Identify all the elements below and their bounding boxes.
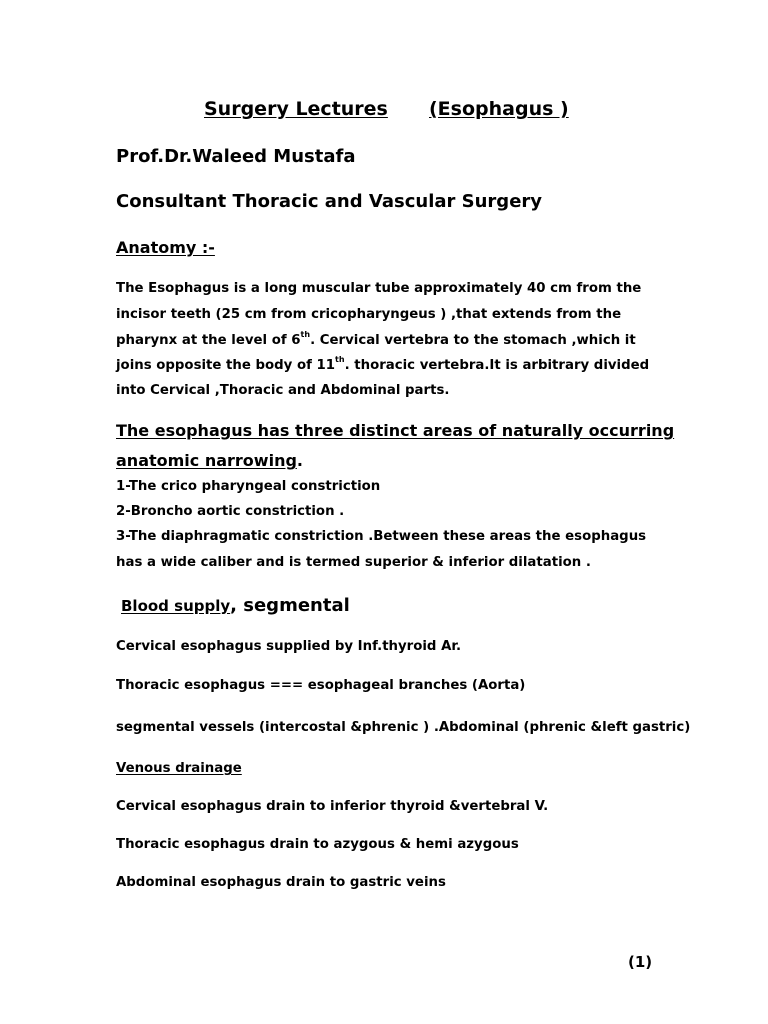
author-name: Prof.Dr.Waleed Mustafa [116, 146, 356, 167]
anatomy-line-5: into Cervical ,Thoracic and Abdominal parts. [116, 383, 450, 398]
narrowing-item-1: 1-The crico pharyngeal constriction [116, 479, 381, 494]
venous-line-2: Thoracic esophagus drain to azygous & hemi azygous [116, 837, 519, 852]
anatomy-line-2: incisor teeth (25 cm from cricopharyngeus ) ,that extends from the [116, 307, 622, 322]
venous-heading: Venous drainage [116, 761, 242, 776]
anatomy-line-4: joins opposite the body of 11th. thoracic vertebra.It is arbitrary divided [116, 355, 650, 373]
blood-supply-line-1: Cervical esophagus supplied by Inf.thyroid Ar. [116, 639, 462, 654]
narrowing-item-3: 3-The diaphragmatic constriction .Between these areas the esophagus [116, 529, 647, 544]
venous-line-1: Cervical esophagus drain to inferior thyroid &vertebral V. [116, 799, 549, 814]
blood-supply-line-3: segmental vessels (intercostal &phrenic ) .Abdominal (phrenic &left gastric) [116, 720, 691, 735]
narrowing-item-4: has a wide caliber and is termed superior & inferior dilatation . [116, 555, 591, 570]
page-number: (1) [628, 953, 653, 971]
narrowing-item-2: 2-Broncho aortic constriction . [116, 504, 345, 519]
anatomy-heading: Anatomy :- [116, 238, 215, 257]
venous-line-3: Abdominal esophagus drain to gastric veins [116, 875, 446, 890]
narrowing-heading-line-1: The esophagus has three distinct areas of naturally occurring [116, 421, 675, 440]
anatomy-line-3: pharynx at the level of 6th. Cervical vertebra to the stomach ,which it [116, 330, 636, 348]
title-left: Surgery Lectures [204, 98, 388, 120]
blood-supply-heading: Blood supply, segmental [121, 595, 350, 616]
title-right: (Esophagus ) [429, 98, 569, 120]
anatomy-line-1: The Esophagus is a long muscular tube approximately 40 cm from the [116, 281, 642, 296]
author-position: Consultant Thoracic and Vascular Surgery [116, 191, 543, 212]
narrowing-heading-line-2: anatomic narrowing. [116, 451, 303, 470]
blood-supply-line-2: Thoracic esophagus === esophageal branches (Aorta) [116, 678, 526, 693]
